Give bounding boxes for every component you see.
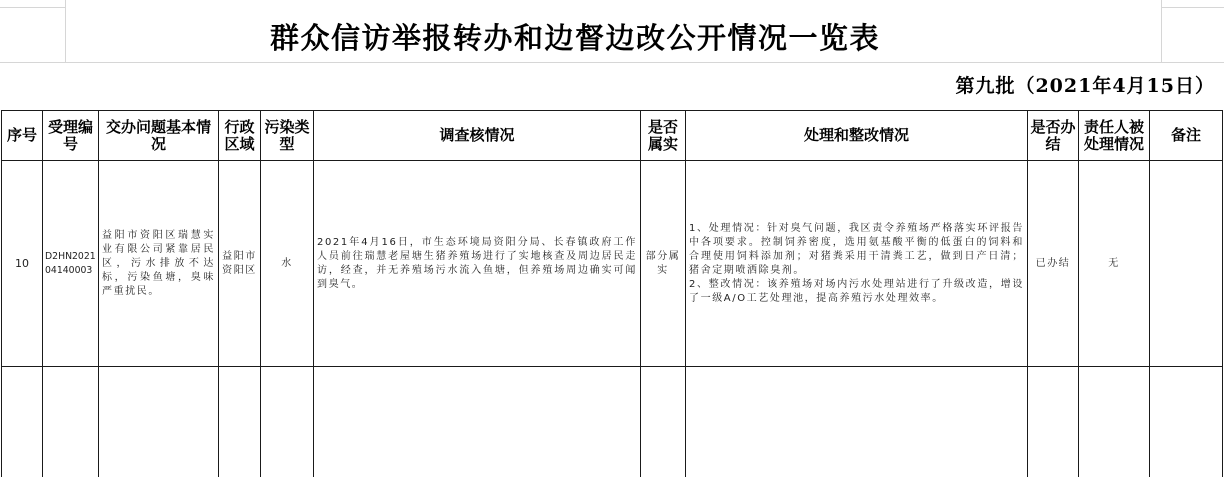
cell-verified[interactable]: 部分属实 — [641, 161, 686, 367]
gridline — [1161, 0, 1162, 62]
header-case-id[interactable]: 受理编号 — [43, 111, 99, 161]
report-table — [1, 110, 1223, 477]
cell-case-id[interactable]: D2HN202104140003 — [43, 161, 99, 367]
cell-district[interactable]: 益阳市资阳区 — [219, 161, 261, 367]
empty-cell[interactable] — [1079, 367, 1150, 477]
header-seq[interactable]: 序号 — [2, 111, 43, 161]
header-responsible-handling[interactable]: 责任人被处理情况 — [1079, 111, 1150, 161]
cell-investigation[interactable]: 2021年4月16日，市生态环境局资阳分局、长春镇政府工作人员前往瑞慧老屋塘生猪养殖场进行了实地核查及周边居民走访，经查，并无养殖场污水流入鱼塘，但养殖场周边确实可闻到臭气。 — [314, 161, 641, 367]
batch-label: 第九批（2021年4月15日） — [955, 75, 1215, 97]
cell-closed[interactable]: 已办结 — [1028, 161, 1079, 367]
table-row — [2, 161, 1223, 367]
cell-issue[interactable]: 益阳市资阳区瑞慧实业有限公司紧靠居民区，污水排放不达标，污染鱼塘，臭味严重扰民。 — [99, 161, 219, 367]
gridline — [0, 7, 65, 8]
empty-cell[interactable] — [641, 367, 686, 477]
header-verified[interactable]: 是否属实 — [641, 111, 686, 161]
cell-seq[interactable]: 10 — [2, 161, 43, 367]
header-remark[interactable]: 备注 — [1150, 111, 1223, 161]
empty-cell[interactable] — [2, 367, 43, 477]
header-investigation[interactable]: 调查核情况 — [314, 111, 641, 161]
gridline — [1161, 7, 1224, 8]
sheet-title: 群众信访举报转办和边督边改公开情况一览表 — [269, 21, 880, 55]
cell-pollution-type[interactable]: 水 — [261, 161, 314, 367]
empty-cell[interactable] — [1028, 367, 1079, 477]
empty-cell[interactable] — [314, 367, 641, 477]
empty-cell[interactable] — [219, 367, 261, 477]
handling-paragraph: 1、处理情况：针对臭气问题，我区责令养殖场严格落实环评报告中各项要求。控制饲养密度，选用氨基酸平衡的低蛋白的饲料和合理使用饲料添加剂；对猪粪采用干清粪工艺，做到日产日清；猪舍定期喷洒除臭剂。 — [689, 222, 1024, 276]
header-pollution-type[interactable]: 污染类型 — [261, 111, 314, 161]
empty-cell[interactable] — [261, 367, 314, 477]
empty-cell[interactable] — [686, 367, 1028, 477]
empty-cell[interactable] — [1150, 367, 1223, 477]
cell-responsible-handling[interactable]: 无 — [1079, 161, 1150, 367]
header-row — [2, 111, 1223, 161]
empty-row — [2, 367, 1223, 477]
gridline — [0, 62, 1224, 63]
empty-cell[interactable] — [99, 367, 219, 477]
empty-cell[interactable] — [43, 367, 99, 477]
handling-paragraph: 2、整改情况：该养殖场对场内污水处理站进行了升级改造，增设了一级A/O工艺处理池，提高养殖污水处理效率。 — [689, 278, 1024, 304]
header-district[interactable]: 行政区域 — [219, 111, 261, 161]
header-handling[interactable]: 处理和整改情况 — [686, 111, 1028, 161]
header-issue[interactable]: 交办问题基本情况 — [99, 111, 219, 161]
cell-remark[interactable] — [1150, 161, 1223, 367]
header-closed[interactable]: 是否办结 — [1028, 111, 1079, 161]
cell-handling[interactable] — [686, 161, 1028, 367]
